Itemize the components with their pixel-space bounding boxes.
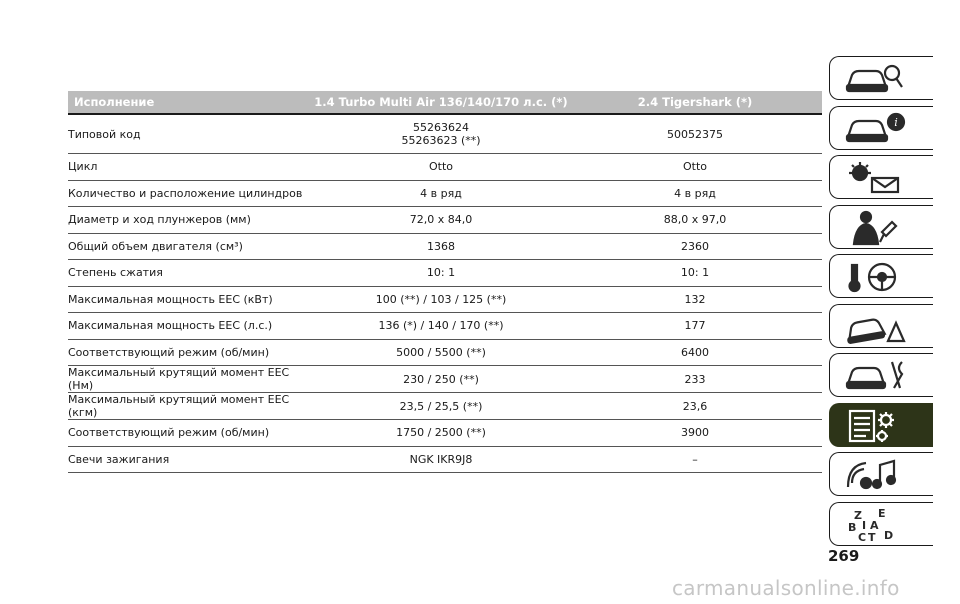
value-2-4-tigershark: Otto <box>568 154 822 181</box>
value-line: 10: 1 <box>426 266 456 280</box>
row-label: Соответствующий режим (об/мин) <box>68 340 314 367</box>
row-label: Максимальный крутящий момент ЕЕС (Нм) <box>68 366 314 393</box>
svg-text:I: I <box>862 518 867 532</box>
table-row <box>68 420 822 447</box>
row-label: Количество и расположение цилиндров <box>68 181 314 208</box>
value-1-4-turbo <box>314 447 568 474</box>
value-2-4-tigershark: 6400 <box>568 340 822 367</box>
header-engine-2-4-tigershark: 2.4 Tigershark (*) <box>568 91 822 115</box>
table-header-row <box>68 91 822 115</box>
row-label: Свечи зажигания <box>68 447 314 474</box>
table-row <box>68 447 822 474</box>
value-1-4-turbo <box>314 115 568 154</box>
value-2-4-tigershark: 233 <box>568 366 822 393</box>
table-row <box>68 287 822 314</box>
value-line: 72,0 x 84,0 <box>409 213 473 227</box>
value-line: Otto <box>428 160 453 174</box>
chapter-tab[interactable] <box>829 254 933 298</box>
table-row <box>68 313 822 340</box>
table-row <box>68 393 822 420</box>
chapter-tab[interactable] <box>829 353 933 397</box>
row-label: Максимальный крутящий момент ЕЕС (кгм) <box>68 393 314 420</box>
value-2-4-tigershark: – <box>568 447 822 474</box>
value-line: 4 в ряд <box>420 186 462 200</box>
value-2-4-tigershark: 177 <box>568 313 822 340</box>
table-row <box>68 181 822 208</box>
chapter-tab[interactable] <box>829 502 933 546</box>
value-line: 5000 / 5500 (**) <box>396 345 486 359</box>
header-version: Исполнение <box>68 91 314 115</box>
chapter-tab[interactable] <box>829 155 933 199</box>
table-row <box>68 154 822 181</box>
value-line: 136 (*) / 140 / 170 (**) <box>378 319 504 333</box>
row-label: Цикл <box>68 154 314 181</box>
svg-text:D: D <box>884 528 894 542</box>
row-label: Максимальная мощность ЕЕС (кВт) <box>68 287 314 314</box>
value-1-4-turbo <box>314 260 568 287</box>
value-1-4-turbo <box>314 154 568 181</box>
value-line: 23,5 / 25,5 (**) <box>399 399 483 413</box>
page-number: 269 <box>828 547 860 565</box>
value-2-4-tigershark: 4 в ряд <box>568 181 822 208</box>
value-1-4-turbo <box>314 420 568 447</box>
value-line: 55263624 <box>413 121 469 134</box>
value-2-4-tigershark: 50052375 <box>568 115 822 154</box>
value-line: 1368 <box>427 239 455 253</box>
value-2-4-tigershark: 3900 <box>568 420 822 447</box>
value-2-4-tigershark: 132 <box>568 287 822 314</box>
watermark: carmanualsonline.info <box>672 576 900 600</box>
value-line: 230 / 250 (**) <box>403 372 479 386</box>
header-engine-1-4-turbo: 1.4 Turbo Multi Air 136/140/170 л.с. (*) <box>314 91 568 115</box>
table-row <box>68 207 822 234</box>
chapter-tab[interactable] <box>829 56 933 100</box>
value-2-4-tigershark: 23,6 <box>568 393 822 420</box>
row-label: Степень сжатия <box>68 260 314 287</box>
value-2-4-tigershark: 88,0 x 97,0 <box>568 207 822 234</box>
value-2-4-tigershark: 10: 1 <box>568 260 822 287</box>
svg-text:i: i <box>894 115 898 129</box>
row-label: Соответствующий режим (об/мин) <box>68 420 314 447</box>
value-line: 55263623 (**) <box>401 134 481 147</box>
chapter-tab[interactable] <box>829 304 933 348</box>
svg-text:C: C <box>858 530 867 543</box>
specifications-table <box>68 91 822 473</box>
value-line: 100 (**) / 103 / 125 (**) <box>375 292 507 306</box>
svg-text:B: B <box>848 520 857 534</box>
table-row <box>68 366 822 393</box>
row-label: Общий объем двигателя (см³) <box>68 234 314 261</box>
value-1-4-turbo <box>314 393 568 420</box>
svg-text:Z: Z <box>854 508 862 522</box>
value-1-4-turbo <box>314 207 568 234</box>
chapter-tab[interactable] <box>829 106 933 150</box>
value-1-4-turbo <box>314 313 568 340</box>
value-1-4-turbo <box>314 287 568 314</box>
value-1-4-turbo <box>314 181 568 208</box>
table-row <box>68 340 822 367</box>
table-row <box>68 260 822 287</box>
table-row <box>68 115 822 154</box>
row-label: Диаметр и ход плунжеров (мм) <box>68 207 314 234</box>
value-1-4-turbo <box>314 366 568 393</box>
row-label: Типовой код <box>68 115 314 154</box>
chapter-tab[interactable] <box>829 403 933 447</box>
chapter-tab[interactable] <box>829 452 933 496</box>
table-row <box>68 234 822 261</box>
value-line: 1750 / 2500 (**) <box>396 426 486 440</box>
svg-text:E: E <box>878 506 886 520</box>
svg-text:A: A <box>870 518 879 532</box>
chapter-tab[interactable] <box>829 205 933 249</box>
value-1-4-turbo <box>314 234 568 261</box>
svg-text:T: T <box>868 530 876 543</box>
value-1-4-turbo <box>314 340 568 367</box>
value-2-4-tigershark: 2360 <box>568 234 822 261</box>
row-label: Максимальная мощность ЕЕС (л.с.) <box>68 313 314 340</box>
value-line: NGK IKR9J8 <box>409 452 473 466</box>
